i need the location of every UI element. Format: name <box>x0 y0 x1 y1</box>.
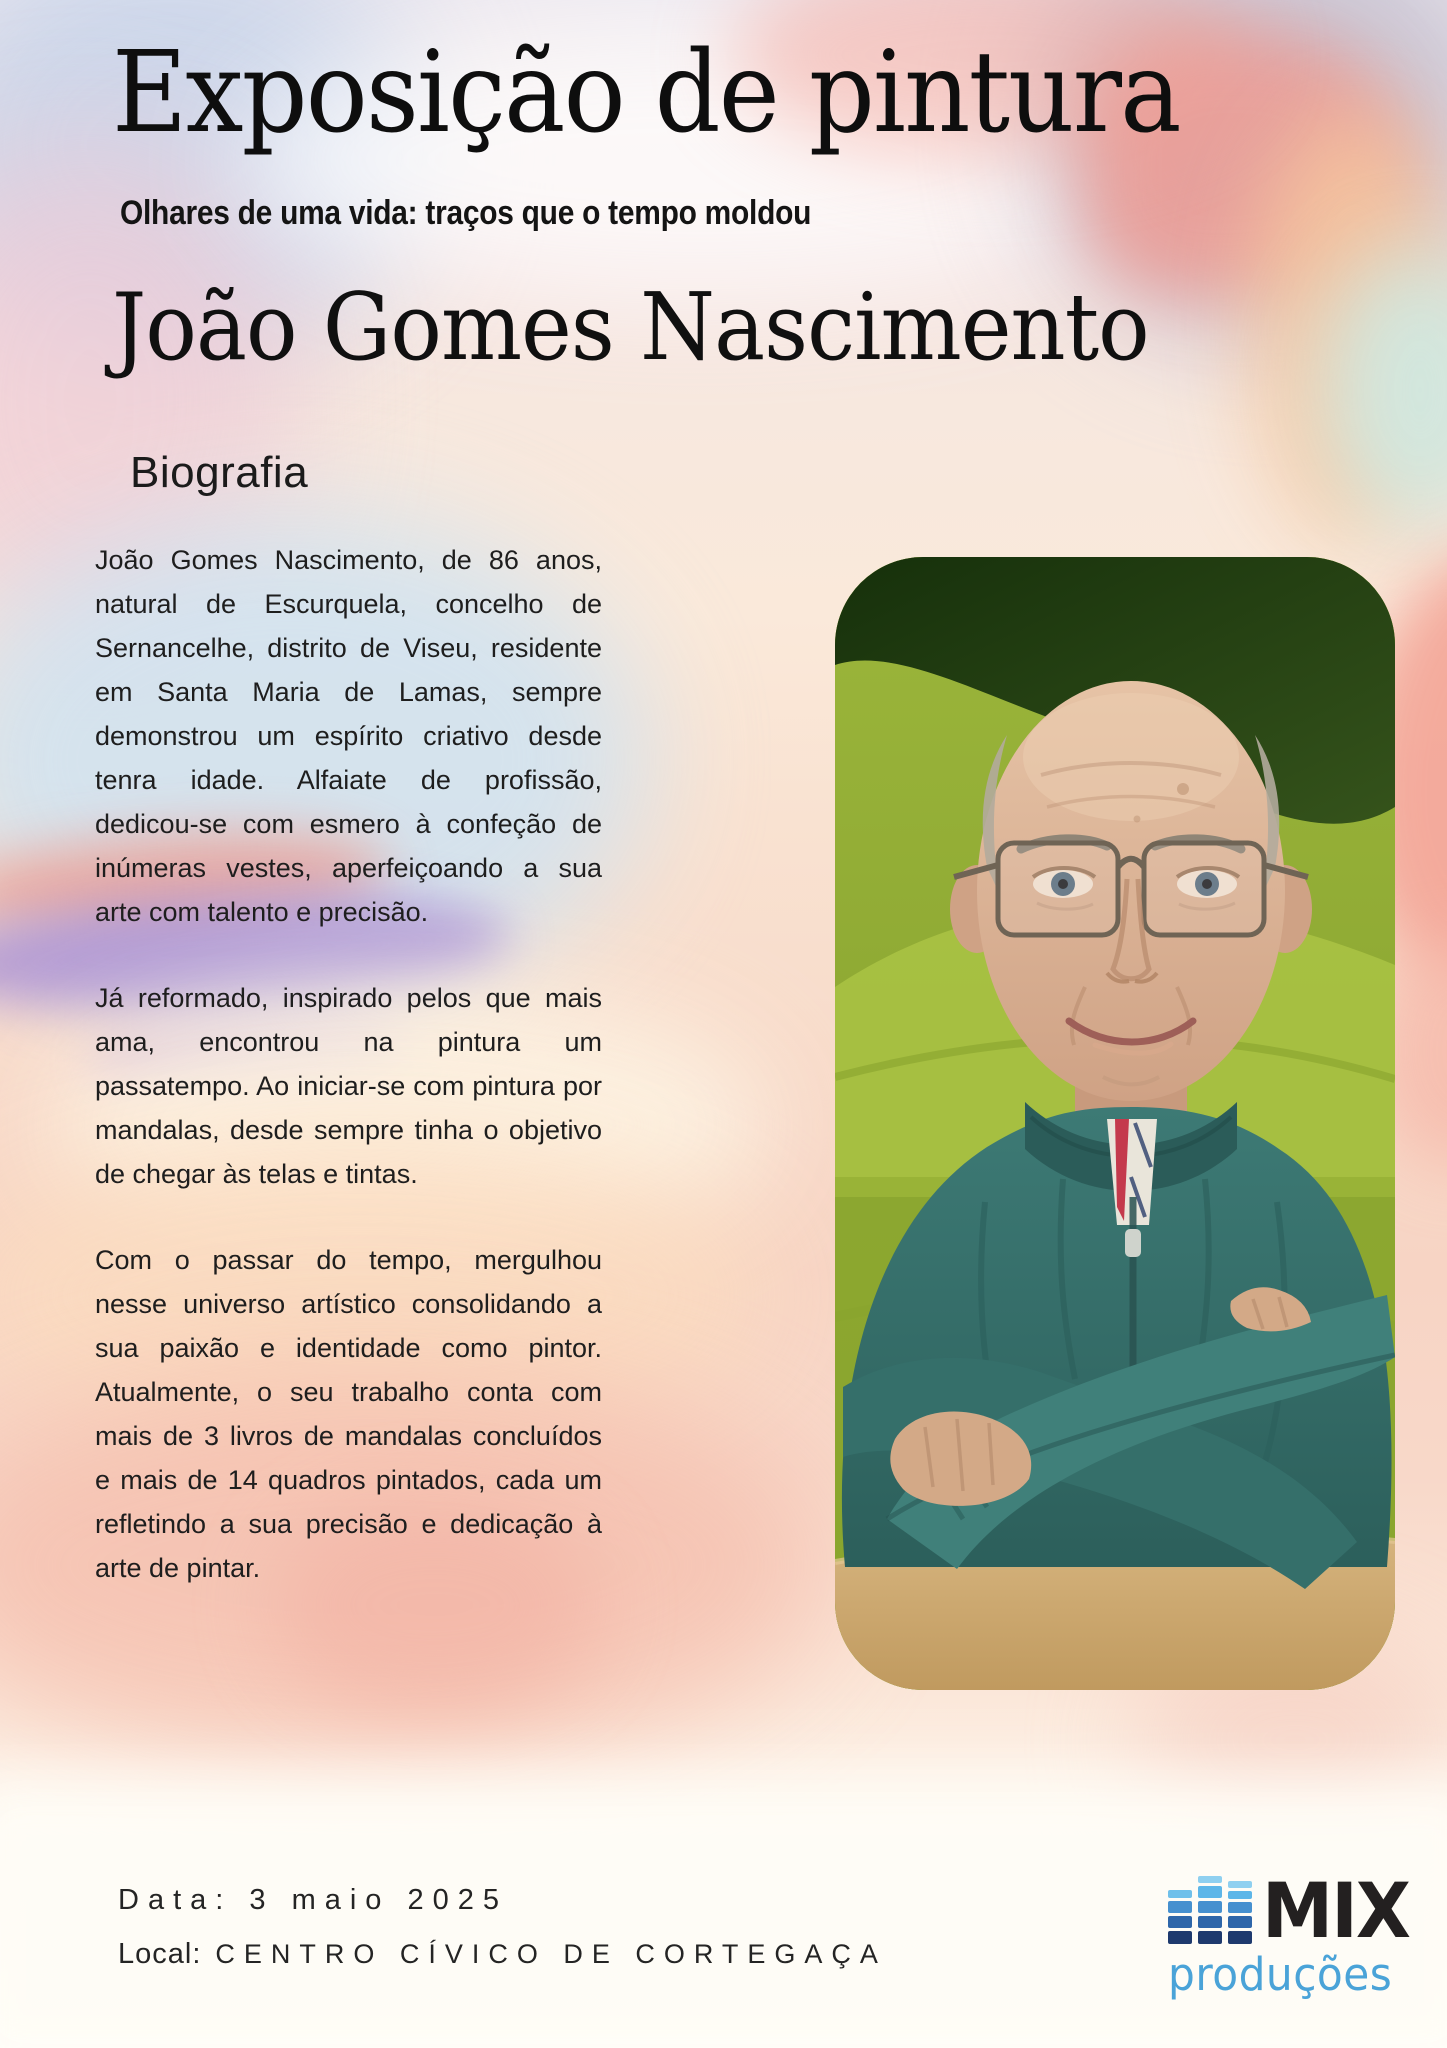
equalizer-grid-icon <box>1168 1876 1252 1946</box>
artist-photo-illustration <box>835 557 1395 1690</box>
biography-text <box>95 538 602 1590</box>
biography-paragraph: Com o passar do tempo, mergulhou nesse universo artístico consolidando a sua paixão e identidade como pintor. Atualmente, o seu trabalho conta com mais de 3 livros de mandalas concluídos e mais de 14 quadros pintados, cada um refletindo a sua precisão e dedicação à arte de pintar. <box>95 1245 602 1583</box>
event-location-label: Local: <box>118 1938 202 1970</box>
biography-heading: Biografia <box>130 448 309 497</box>
event-date-label: Data: <box>118 1884 233 1916</box>
event-date <box>118 1884 508 1917</box>
event-date-value: 3 maio 2025 <box>249 1884 509 1916</box>
artist-photo <box>835 557 1395 1690</box>
biography-paragraph: Já reformado, inspirado pelos que mais ama, encontrou na pintura um passatempo. Ao iniciar-se com pintura por mandalas, desde sempre tinha o objetivo de chegar às telas e tintas. <box>95 983 602 1189</box>
event-location-value: CENTRO CÍVICO DE CORTEGAÇA <box>215 1939 887 1969</box>
poster-title: Exposição de pintura <box>112 28 1180 158</box>
mix-producoes-logo <box>1168 1866 1438 2001</box>
event-location <box>118 1938 887 1971</box>
logo-tagline-text: produções <box>1168 1948 1393 2001</box>
logo-brand-text: MIX <box>1262 1866 1410 1955</box>
poster-subtitle: Olhares de uma vida: traços que o tempo moldou <box>120 194 812 232</box>
biography-paragraph: João Gomes Nascimento, de 86 anos, natural de Escurquela, concelho de Sernancelhe, distrito de Viseu, residente em Santa Maria de Lamas, sempre demonstrou um espírito criativo desde tenra idade. Alfaiate de profissão, dedicou-se com esmero à confeção de inúmeras vestes, aperfeiçoando a sua arte com talento e precisão. <box>95 545 602 927</box>
artist-name: João Gomes Nascimento <box>112 273 1149 381</box>
